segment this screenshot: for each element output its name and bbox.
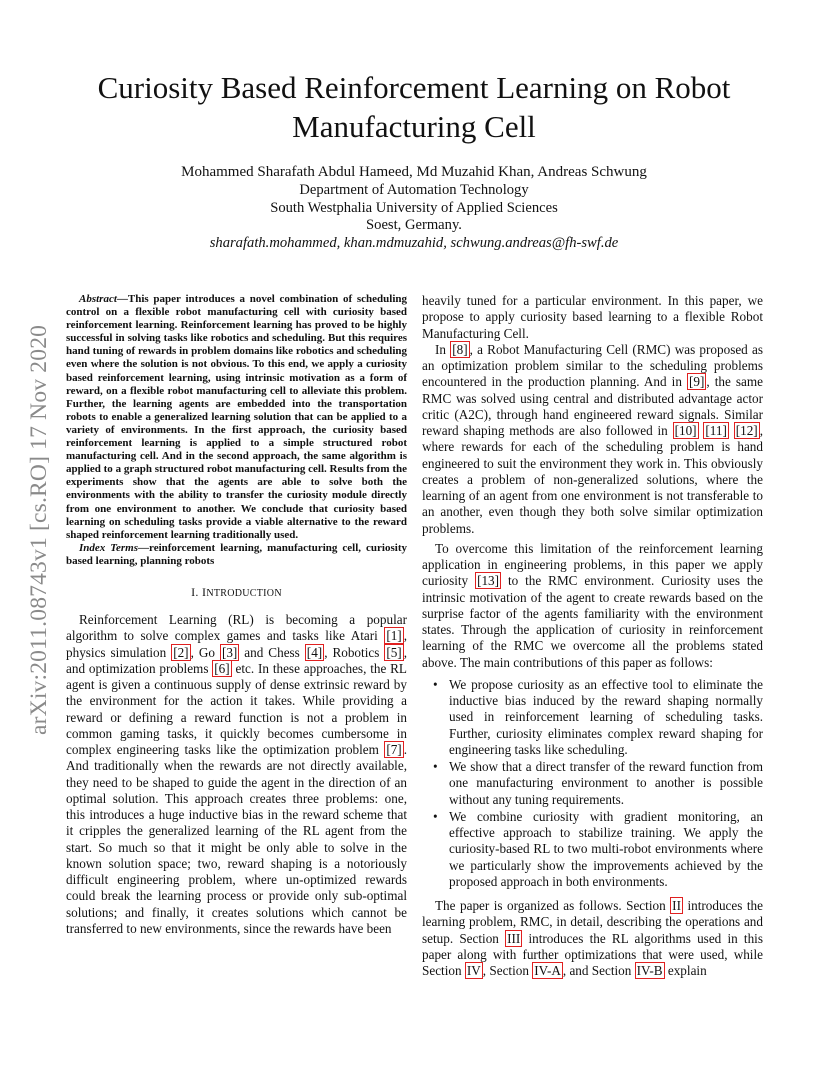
citation-link[interactable]: [1] [386, 628, 402, 644]
body-text: , where rewards for each of the scheduling problem is hand engineered to suit the environment they work in. This obviously creates a problem of non-generalized solutions, where the learning of an agent from one environment is not transferable to an another, even though they both solve similar optimization problems. [422, 423, 763, 536]
author-emails: sharafath.mohammed, khan.mdmuzahid, schwung.andreas@fh-swf.de [209, 234, 619, 251]
intro-text: . And traditionally when the rewards are not directly available, they need to be shaped to guide the agent in the direction of an optimal solution. This approach creates three problems: one, this introduces a huge inductive bias in the reward scheme that it cripples the generalized learning of the RL agent from the start. So much so that it might be only able to solve in the known solution space; two, reward shaping is a notoriously difficult engineering problem, where un-optimized rewards could break the learning process or provide only sub-optimal solutions; and finally, it creates solutions which cannot be transferred to new environments, since the rewards have been [66, 742, 407, 936]
citation-link[interactable]: [8] [452, 341, 468, 357]
citation-link[interactable]: [3] [221, 644, 238, 660]
section-link[interactable]: III [507, 930, 521, 946]
citation-link[interactable]: [4] [306, 644, 323, 660]
contribution-list [422, 677, 763, 890]
index-terms-lead: Index Terms [79, 541, 139, 554]
citation-link[interactable]: [2] [173, 644, 189, 660]
citation-link[interactable]: [13] [477, 573, 500, 589]
citation-link[interactable]: [6] [214, 660, 230, 676]
contribution-item: • We combine curiosity with gradient monitoring, an effective approach to stabilize training. We apply the curiosity-based RL to two multi-robot environments where we particularly show the improvements achieved by the proposed approach in both environments. [449, 809, 763, 890]
author-block [60, 163, 768, 252]
body-text: To overcome this limitation of the reinforcement learning application in engineering problems, in this paper we apply curiosity [422, 540, 763, 589]
intro-text: and Chess [239, 644, 305, 660]
right-paragraph-1: heavily tuned for a particular environment. In this paper, we propose to apply curiosity based learning to a flexible Robot Manufacturing Cell. [422, 293, 763, 341]
right-paragraph-2 [422, 342, 763, 537]
author-university: South Westphalia University of Applied Sciences [270, 199, 558, 216]
index-terms [66, 542, 407, 568]
intro-text: , and optimization problems [66, 644, 407, 676]
body-text: The paper is organized as follows. Section [435, 898, 671, 913]
body-text: introduces the learning problem, RMC, in detail, describing the operations and setup. Section [422, 898, 763, 946]
author-location: Soest, Germany. [366, 217, 462, 234]
left-column [66, 293, 407, 937]
arxiv-stamp: arXiv:2011.08743v1 [cs.RO] 17 Nov 2020 [26, 324, 52, 735]
body-text: explain [664, 963, 707, 978]
citation-link[interactable]: [7] [386, 742, 402, 758]
citation-link[interactable]: [10] [674, 423, 697, 438]
body-text: In [435, 341, 451, 357]
author-department: Department of Automation Technology [299, 182, 529, 198]
body-text: to the RMC environment. Curiosity uses the intrinsic motivation of the agent to create rewards based on the surprise factor of the agents familiarity with the environment states. Through the application of curiosity in reinforcement learning of the RMC we overcome all the problems stated above. The main contributions of this paper as follows: [422, 573, 763, 670]
citation-link[interactable]: [12] [735, 423, 758, 438]
body-text: , the same RMC was solved using central and distributed advantage actor critic (A2C), through hand engineered reward signals. Similar reward shaping methods are also followed in [422, 374, 763, 438]
section-link[interactable]: IV-A [534, 963, 561, 978]
contribution-item: • We propose curiosity as an effective tool to eliminate the inductive bias induced by the reward shaping normally used in reinforcement learning of scheduling tasks. Further, curiosity eliminates complex reward shaping for engineering tasks like scheduling. [449, 677, 763, 758]
section-number: I. [191, 584, 203, 599]
section-rest: NTRODUCTION [206, 587, 282, 599]
paper-title: Curiosity Based Reinforcement Learning on Robot Manufacturing Cell [97, 70, 731, 144]
index-terms-text: —reinforcement learning, manufacturing cell, curiosity based learning, planning robots [66, 541, 407, 567]
body-text: introduces the RL algorithms used in this paper along with further optimizations that were used, while Section [422, 930, 763, 978]
intro-paragraph [66, 612, 407, 937]
citation-link[interactable]: [9] [688, 374, 705, 390]
body-text [729, 423, 734, 438]
body-text: , a Robot Manufacturing Cell (RMC) was proposed as an optimization problem similar to the scheduling problems encountered in the production planning. And in [422, 341, 763, 390]
intro-text: Reinforcement Learning (RL) is becoming a popular algorithm to solve complex games and tasks like Atari [66, 612, 407, 644]
intro-text: , Robotics [324, 644, 385, 660]
section-link[interactable]: IV [466, 963, 481, 978]
intro-text: etc. In these approaches, the RL agent is given a continuous supply of dense extrinsic reward by the environment for the action it takes. While providing a reward or defining a reward function is not a problem in common gaming tasks, it quickly becomes cumbersome in complex engineering tasks like the optimization problem [66, 660, 407, 758]
author-names: Mohammed Sharafath Abdul Hameed, Md Muzahid Khan, Andreas Schwung [181, 164, 647, 180]
abstract [66, 293, 407, 542]
right-paragraph-3 [422, 541, 763, 671]
intro-text: , physics simulation [66, 628, 407, 660]
intro-text: , Go [190, 644, 220, 660]
section-heading-introduction [66, 584, 407, 602]
body-text: , and Section [562, 963, 635, 978]
section-link[interactable]: II [672, 898, 681, 913]
right-column [422, 293, 763, 979]
contribution-item: • We show that a direct transfer of the reward function from one manufacturing environment to another is possible without any tuning requirements. [449, 759, 763, 808]
section-cap: I [202, 584, 207, 599]
citation-link[interactable]: [5] [386, 644, 402, 660]
abstract-text: —This paper introduces a novel combination of scheduling control on a flexible robot manufacturing cell with curiosity based reinforcement learning. Reinforcement learning has proved to be highly successful in solving tasks like robotics and scheduling. But this requires hand tuning of rewards in problem domains like robotics and scheduling even where the solution is not obvious. To this end, we apply a curiosity based reinforcement learning, using intrinsic motivation as a form of reward, on a flexible robot manufacturing cell to alleviate this problem. Further, the learning agents are embedded into the transportation robots to enable a generalized learning solution that can be applied to a variety of environments. In the first approach, the curiosity based reinforcement learning is applied to a simple structured robot manufacturing cell. And in the second approach, the same algorithm is applied to a graph structured robot manufacturing cell. Results from the experiments show that the agents are able to solve both the environments with the ability to transfer the curiosity module directly from one environment to another. We conclude that curiosity based learning on scheduling tasks provide a viable alternative to the reward shaped reinforcement learning traditionally used. [66, 293, 407, 541]
section-link[interactable]: IV-B [636, 963, 663, 978]
right-paragraph-4 [422, 898, 763, 979]
citation-link[interactable]: [11] [705, 423, 727, 438]
abstract-lead: Abstract [79, 293, 117, 305]
body-text: , Section [482, 963, 533, 978]
